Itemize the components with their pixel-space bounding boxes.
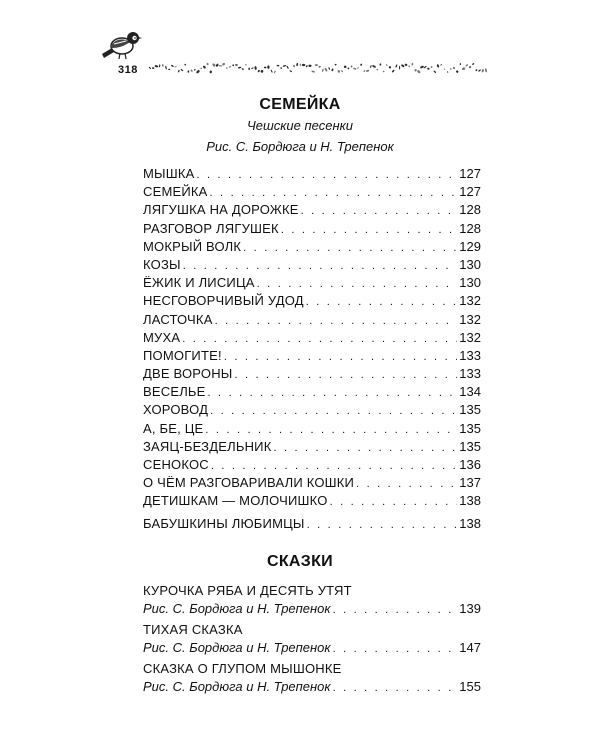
- seed-dot: [168, 69, 170, 70]
- seed-dot: [423, 66, 427, 69]
- seed-dot: [254, 66, 257, 70]
- seed-dot: [289, 70, 292, 72]
- toc-entry: [143, 274, 481, 292]
- seed-dot: [360, 63, 363, 66]
- seed-dot: [180, 69, 183, 72]
- toc-entry-title: СЕМЕЙКА: [143, 184, 208, 200]
- seed-dot: [229, 66, 232, 68]
- seed-dot: [322, 69, 324, 73]
- seed-dot: [315, 64, 319, 66]
- toc-entry: [143, 329, 481, 347]
- seed-dot: [443, 68, 445, 70]
- toc-entry: [143, 515, 481, 533]
- toc-entry-title: РАЗГОВОР ЛЯГУШЕК: [143, 220, 279, 236]
- seed-dot: [280, 67, 282, 69]
- toc-entry: [143, 474, 481, 492]
- seed-dot: [222, 62, 226, 65]
- toc-entry: [143, 365, 481, 383]
- dot-leader: [330, 493, 458, 511]
- seed-dot: [324, 68, 328, 72]
- toc-entry-title: ЛЯГУШКА НА ДОРОЖКЕ: [143, 202, 299, 218]
- toc-entry: [143, 183, 481, 201]
- seed-dot: [203, 65, 207, 69]
- seed-dot: [392, 69, 395, 72]
- seed-dot: [152, 67, 155, 69]
- dot-leader: [333, 640, 458, 658]
- toc-entry-title: ТИХАЯ СКАЗКА: [143, 622, 243, 637]
- toc-entry-title: НЕСГОВОРЧИВЫЙ УДОД: [143, 293, 304, 309]
- seed-dot: [433, 70, 436, 73]
- seed-dot: [260, 69, 264, 73]
- toc-entry: [143, 311, 481, 329]
- seed-dot: [376, 69, 378, 71]
- toc-entry-page: 136: [459, 457, 481, 472]
- seed-dot: [232, 64, 234, 66]
- toc-entry-page: 130: [459, 275, 481, 291]
- seed-dot: [350, 65, 352, 68]
- entry-illustrators: Рис. С. Бордюга и Н. Трепенок: [143, 640, 331, 655]
- seed-dot: [318, 66, 321, 68]
- seed-dot: [372, 65, 376, 68]
- section-title-semeyka: СЕМЕЙКА: [259, 96, 341, 113]
- toc-entry-page: 132: [459, 311, 481, 327]
- toc-entry-page: 132: [459, 293, 481, 309]
- seed-dot: [311, 70, 315, 73]
- bird-icon: [100, 28, 144, 64]
- toc-entry-title: МЫШКА: [143, 166, 195, 181]
- seed-dot: [302, 64, 306, 67]
- seed-dot: [395, 64, 398, 68]
- seed-dot: [242, 68, 245, 70]
- toc-entry: [143, 238, 481, 256]
- toc-entry-title: ДЕТИШКАМ — МОЛОЧИШКО: [143, 493, 328, 509]
- dot-leader: [183, 257, 458, 275]
- toc-list-skazki: [143, 582, 481, 699]
- seed-dot: [430, 66, 433, 69]
- seed-dot: [273, 70, 276, 73]
- seed-dot-border: [148, 61, 490, 75]
- seed-dot: [219, 65, 223, 67]
- toc-entry-page: 135: [459, 420, 481, 436]
- seed-dot: [417, 70, 421, 74]
- toc-entry-page: 135: [459, 402, 481, 418]
- toc-entry: [143, 201, 481, 219]
- seed-dot: [212, 63, 216, 67]
- toc-entry-page: 128: [459, 202, 481, 218]
- toc-entry-title: МУХА: [143, 329, 181, 345]
- seed-dot: [308, 64, 311, 67]
- toc-entry: [143, 492, 481, 510]
- seed-dot: [215, 63, 218, 67]
- toc-entry-title: МОКРЫЙ ВОЛК: [143, 238, 242, 254]
- toc-entry: [143, 621, 481, 658]
- dot-leader: [307, 516, 458, 534]
- toc-entry: [143, 420, 481, 438]
- seed-dot: [408, 65, 410, 67]
- dot-leader: [182, 330, 457, 348]
- entry-illustrators: Рис. С. Бордюга и Н. Трепенок: [143, 601, 331, 616]
- toc-entry-page: 129: [459, 238, 481, 254]
- toc-entry-title: БАБУШКИНЫ ЛЮБИМЦЫ: [143, 515, 305, 531]
- toc-entry-page: 137: [459, 475, 481, 491]
- seed-dot: [305, 65, 308, 68]
- seed-dot: [293, 64, 296, 67]
- seed-dot: [235, 64, 238, 66]
- seed-dot: [251, 67, 254, 69]
- toc-entry-page: 128: [459, 220, 481, 236]
- seed-dot: [366, 69, 370, 72]
- dot-leader: [197, 166, 458, 184]
- seed-dot: [462, 67, 466, 71]
- seed-dot: [347, 67, 349, 69]
- seed-dot: [383, 71, 385, 73]
- seed-dot: [447, 71, 449, 73]
- seed-dot: [478, 69, 481, 72]
- dot-leader: [257, 275, 458, 293]
- seed-dot: [472, 63, 475, 66]
- toc-entry: [143, 220, 481, 238]
- page-number: 318: [118, 64, 138, 76]
- toc-entry: [143, 438, 481, 456]
- seed-dot: [165, 66, 167, 70]
- dot-leader: [306, 293, 458, 311]
- dot-leader: [205, 421, 457, 439]
- seed-dot: [206, 63, 208, 66]
- seed-dot: [460, 63, 462, 65]
- dot-leader: [333, 601, 458, 619]
- toc-entry: [143, 165, 481, 183]
- seed-dot: [209, 70, 212, 73]
- toc-entry-credit-row: [143, 600, 481, 619]
- seed-dot: [450, 68, 452, 70]
- toc-entry-page: 130: [459, 256, 481, 272]
- seed-dot: [465, 64, 468, 67]
- seed-dot: [264, 66, 267, 68]
- toc-entry-title: ЁЖИК И ЛИСИЦА: [143, 275, 255, 291]
- toc-entry-title: ЛАСТОЧКА: [143, 311, 213, 327]
- seed-dot: [184, 64, 186, 66]
- seed-dot: [404, 63, 407, 66]
- seed-dot: [331, 68, 334, 71]
- toc-entry-title: СКАЗКА О ГЛУПОМ МЫШОНКЕ: [143, 661, 342, 676]
- toc-entry: [143, 383, 481, 401]
- seed-dot: [174, 66, 177, 68]
- seed-dot: [399, 66, 400, 70]
- toc-entry-credit-row: [143, 678, 481, 697]
- seed-dot: [456, 70, 459, 73]
- toc-entry-page: 127: [459, 184, 481, 200]
- seed-dot: [277, 65, 280, 67]
- dot-leader: [208, 384, 458, 402]
- seed-dot: [296, 63, 298, 67]
- seed-dot: [401, 64, 405, 68]
- seed-dot: [469, 66, 471, 68]
- seed-dot: [299, 63, 301, 66]
- seed-dot: [475, 69, 478, 72]
- toc-entry-title: КОЗЫ: [143, 256, 181, 272]
- dot-leader: [356, 475, 457, 493]
- seed-dot: [363, 70, 365, 72]
- toc-entry: [143, 582, 481, 619]
- seed-dot: [159, 64, 161, 67]
- seed-dot: [453, 67, 456, 69]
- dot-leader: [211, 457, 457, 475]
- toc-entry-page: 127: [459, 166, 481, 181]
- seed-dot: [194, 69, 196, 71]
- seed-dot: [190, 69, 193, 72]
- seed-dot: [481, 69, 484, 73]
- seed-dot: [328, 67, 330, 70]
- toc-entry-title: ДВЕ ВОРОНЫ: [143, 366, 233, 382]
- toc-entry-title: ПОМОГИТЕ!: [143, 347, 222, 363]
- seed-dot: [238, 66, 242, 68]
- toc-entry-page: 155: [459, 679, 481, 694]
- seed-dot: [357, 66, 359, 69]
- toc-list-semeyka: [143, 165, 481, 533]
- seed-dot: [379, 63, 381, 65]
- seed-dot: [257, 70, 260, 73]
- dot-leader: [281, 221, 457, 239]
- seed-dot: [427, 67, 430, 70]
- toc-entry-page: 134: [459, 384, 481, 400]
- seed-dot: [337, 70, 340, 73]
- dot-leader: [273, 439, 457, 457]
- toc-entry-page: 133: [459, 366, 481, 382]
- seed-dot: [171, 65, 174, 68]
- seed-dot: [414, 69, 417, 72]
- toc-entry: [143, 256, 481, 274]
- dot-leader: [215, 312, 458, 330]
- seed-dot: [188, 70, 190, 72]
- seed-dot: [370, 65, 372, 68]
- seed-dot: [386, 64, 388, 67]
- page-header: [100, 28, 490, 88]
- seed-dot: [411, 63, 413, 66]
- seed-dot: [420, 65, 424, 68]
- toc-entry-title: СЕНОКОС: [143, 457, 209, 472]
- toc-entry-title: А, БЕ, ЦЕ: [143, 420, 204, 436]
- dot-leader: [243, 239, 457, 257]
- dot-leader: [235, 366, 458, 384]
- toc-entry: [143, 456, 481, 474]
- toc-entry-title: О ЧЁМ РАЗГОВАРИВАЛИ КОШКИ: [143, 475, 355, 491]
- seed-dot: [270, 69, 272, 72]
- seed-dot: [437, 64, 440, 68]
- toc-entry: [143, 347, 481, 365]
- toc-entry-page: 139: [459, 601, 481, 616]
- toc-entry-title: ЗАЯЦ-БЕЗДЕЛЬНИК: [143, 438, 272, 454]
- seed-dot: [353, 67, 357, 70]
- toc-entry-title: ВЕСЕЛЬЕ: [143, 384, 206, 400]
- toc-entry-page: 135: [459, 438, 481, 454]
- seed-dot: [267, 65, 269, 68]
- dot-leader: [301, 202, 458, 220]
- seed-dot: [245, 64, 247, 66]
- toc-entry-page: 147: [459, 640, 481, 655]
- seed-dot: [149, 66, 152, 69]
- toc-entry: [143, 660, 481, 697]
- toc-entry-page: 138: [459, 515, 481, 531]
- toc-entry-page: 133: [459, 347, 481, 363]
- seed-dot: [248, 67, 250, 70]
- seed-dot: [196, 70, 200, 74]
- toc-entry-credit-row: [143, 639, 481, 658]
- dot-leader: [210, 184, 458, 202]
- dot-leader: [210, 402, 457, 420]
- section-subtitle: Чешские песенки: [247, 118, 353, 133]
- seed-dot: [154, 65, 158, 68]
- toc-entry: [143, 401, 481, 419]
- dot-leader: [224, 348, 457, 366]
- dot-leader: [333, 679, 458, 697]
- seed-dot: [440, 64, 442, 66]
- seed-dot: [178, 70, 180, 73]
- section-illustrators: Рис. С. Бордюга и Н. Трепенок: [206, 139, 394, 154]
- entry-illustrators: Рис. С. Бордюга и Н. Трепенок: [143, 679, 331, 694]
- seed-dot: [341, 70, 344, 73]
- toc-entry-page: 132: [459, 329, 481, 345]
- seed-dot: [389, 66, 392, 69]
- section-title-skazki: СКАЗКИ: [267, 553, 333, 570]
- toc-entry-title: ХОРОВОД: [143, 402, 209, 418]
- seed-dot: [343, 65, 346, 68]
- toc-entry: [143, 292, 481, 310]
- seed-dot: [334, 64, 336, 66]
- seed-dot: [283, 65, 287, 67]
- toc-entry-title: КУРОЧКА РЯБА И ДЕСЯТЬ УТЯТ: [143, 583, 352, 598]
- seed-dot: [286, 65, 289, 69]
- toc-entry-page: 138: [459, 493, 481, 509]
- seed-dot: [485, 68, 487, 72]
- seed-dot: [162, 64, 164, 67]
- seed-dot: [226, 67, 227, 69]
- seed-dot: [200, 67, 202, 69]
